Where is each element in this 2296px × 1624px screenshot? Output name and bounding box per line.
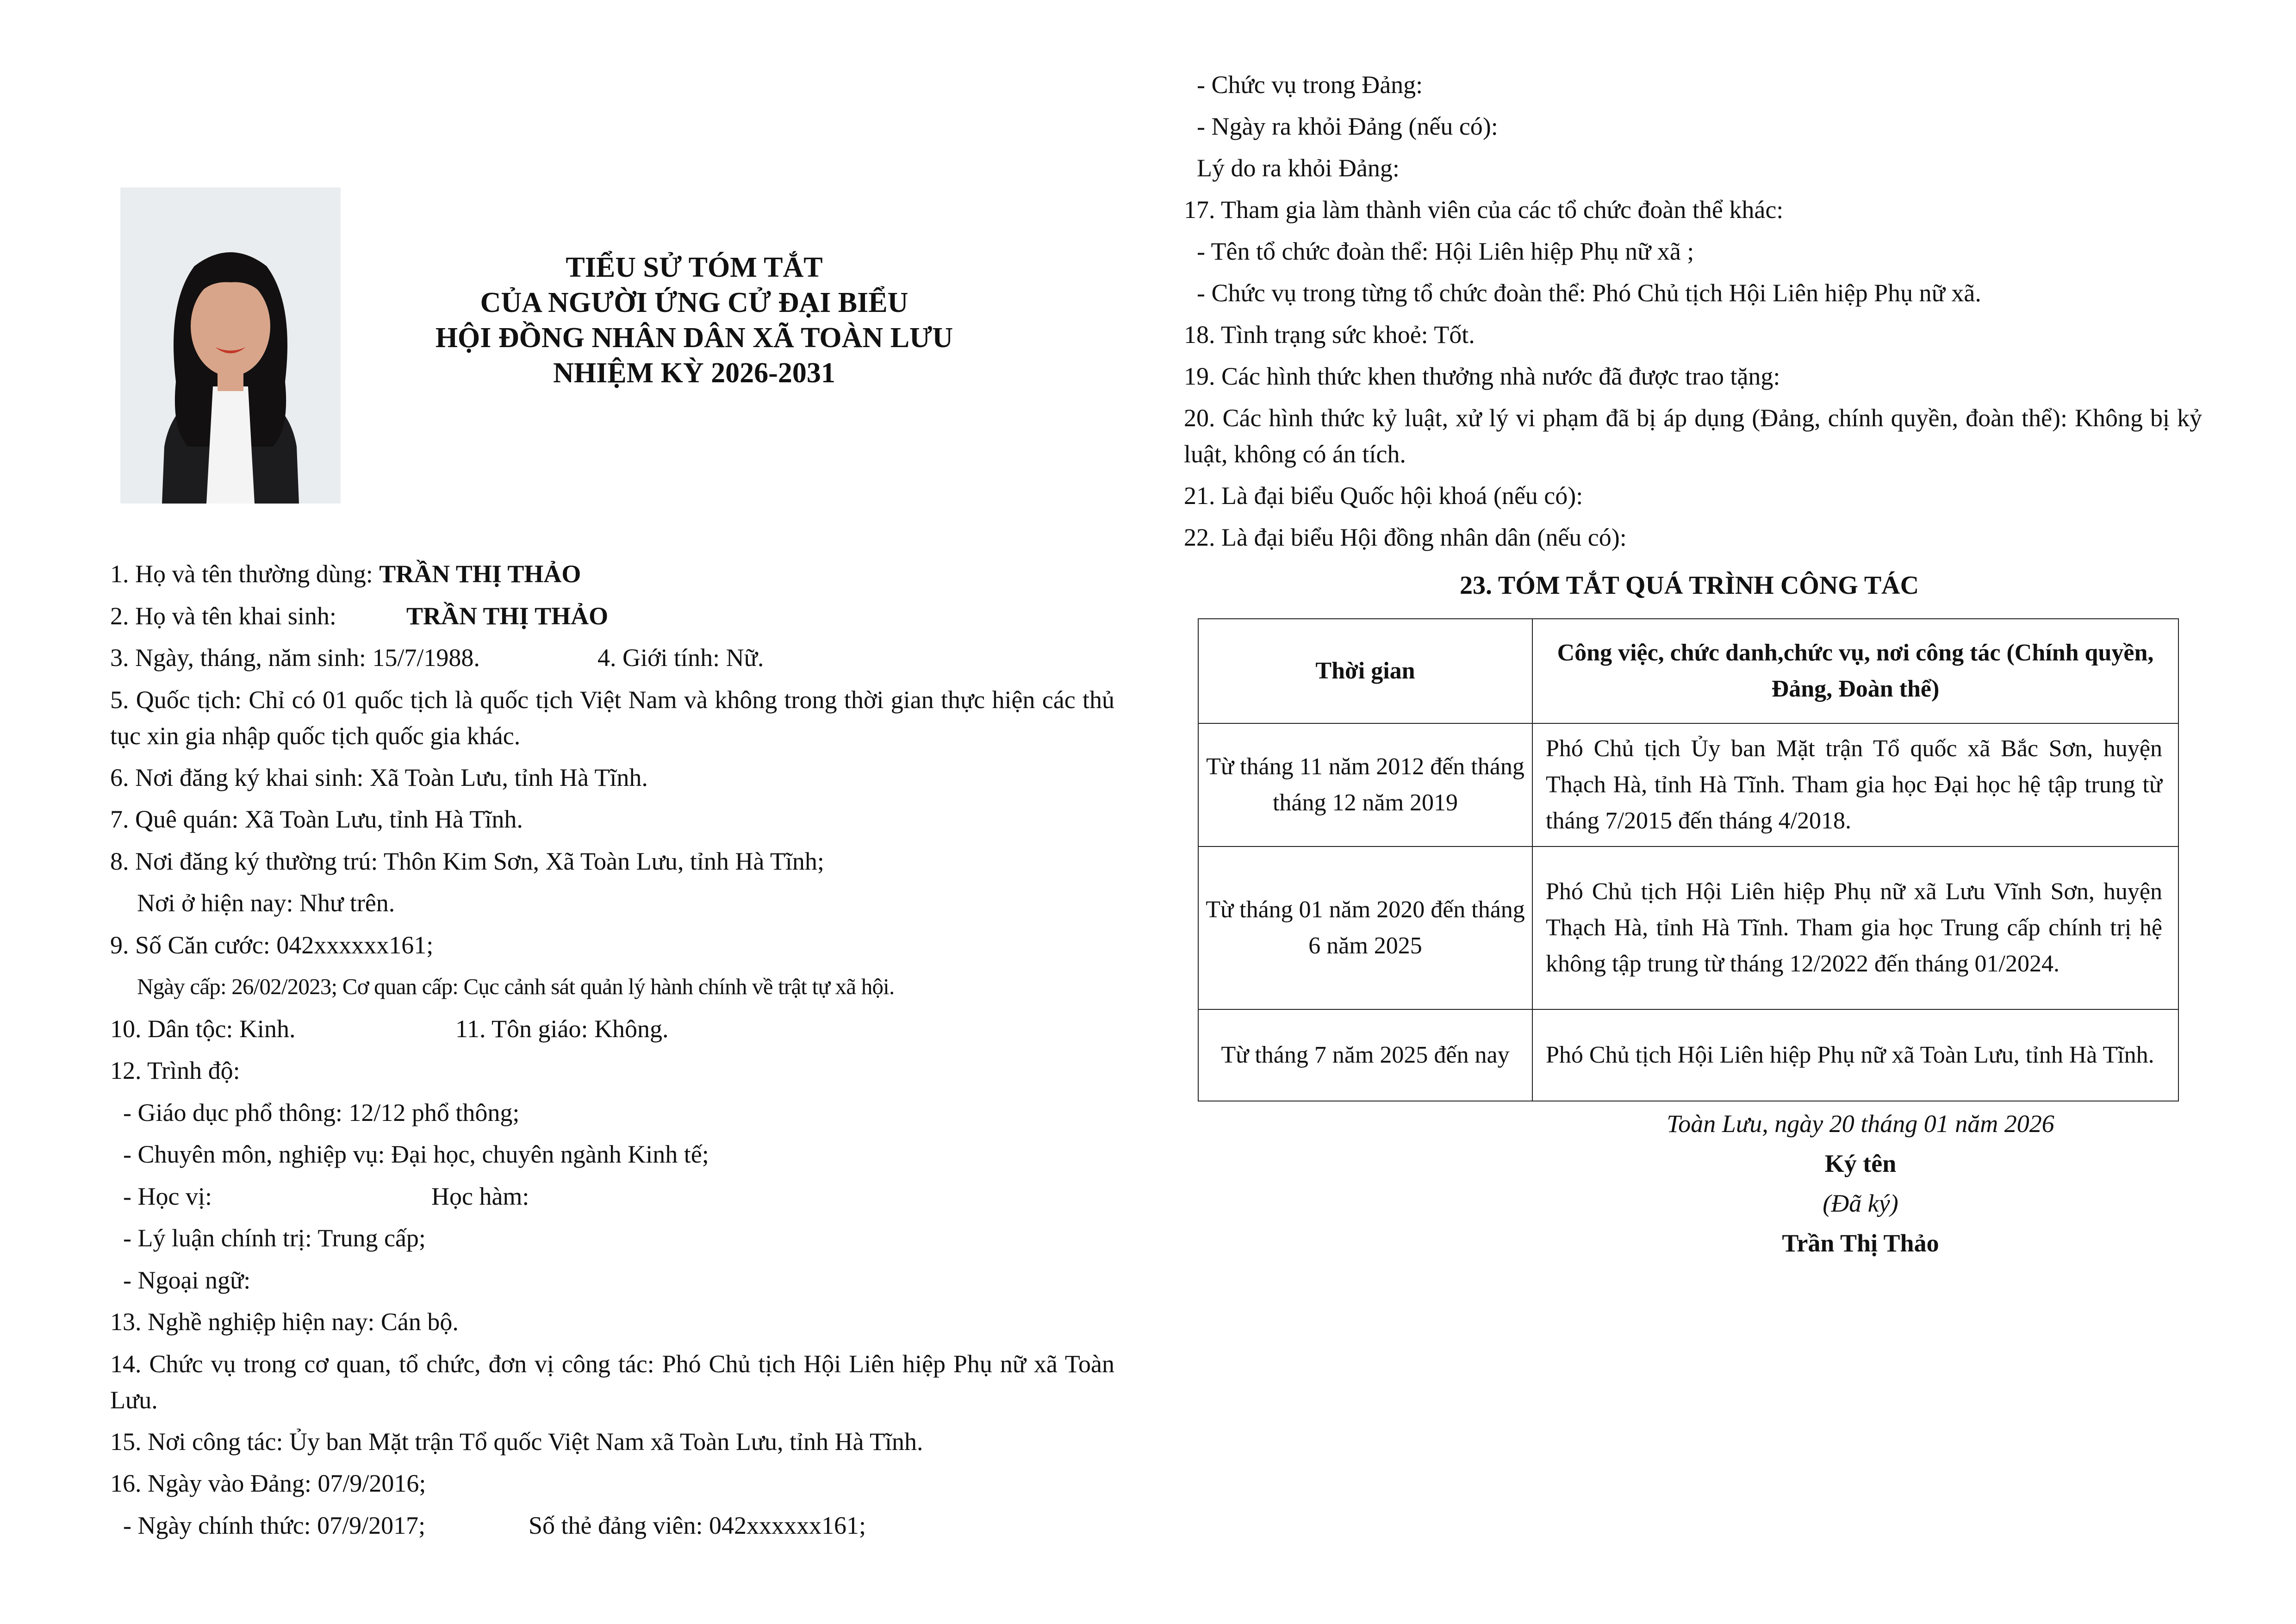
party-join-date: 16. Ngày vào Đảng: 07/9/2016; — [110, 1469, 426, 1497]
document-title — [352, 250, 1037, 391]
item-2-label: 2. Họ và tên khai sinh: — [110, 602, 336, 630]
religion: 11. Tôn giáo: Không. — [455, 1014, 669, 1043]
foreign-language: - Ngoại ngữ: — [123, 1266, 251, 1294]
place-date: Toàn Lưu, ngày 20 tháng 01 năm 2026 — [1667, 1110, 2054, 1138]
party-leave-date: - Ngày ra khỏi Đảng (nếu có): — [1197, 112, 1498, 140]
column-header-description: Công việc, chức danh,chức vụ, nơi công tác (Chính quyền, Đảng, Đoàn thể) — [1532, 619, 2178, 723]
ethnicity: 10. Dân tộc: Kinh. — [110, 1014, 296, 1043]
row-description: Phó Chủ tịch Ủy ban Mặt trận Tổ quốc xã Bắc Sơn, huyện Thạch Hà, tỉnh Hà Tĩnh. Tham gia học Đại học hệ tập trung từ tháng 7/2015 đến tháng 4/2018. — [1532, 723, 2178, 846]
table-row — [1198, 1009, 2178, 1101]
awards: 19. Các hình thức khen thưởng nhà nước đã được trao tặng: — [1184, 362, 1780, 390]
health-status: 18. Tình trạng sức khoẻ: Tốt. — [1184, 321, 1475, 348]
item-1 — [110, 553, 1114, 595]
current-residence: Nơi ở hiện nay: Như trên. — [137, 889, 395, 917]
common-name: TRẦN THỊ THẢO — [379, 560, 581, 588]
academic-title: Học hàm: — [431, 1182, 529, 1210]
work-history-title: 23. TÓM TẮT QUÁ TRÌNH CÔNG TÁC — [1459, 571, 1919, 600]
party-official — [110, 1505, 1114, 1547]
hometown: 7. Quê quán: Xã Toàn Lưu, tỉnh Hà Tĩnh. — [110, 805, 523, 833]
row-description: Phó Chủ tịch Hội Liên hiệp Phụ nữ xã Toàn Lưu, tỉnh Hà Tĩnh. — [1532, 1009, 2178, 1101]
title-line-1: TIỂU SỬ TÓM TẮT — [566, 252, 823, 283]
party-position: - Chức vụ trong Đảng: — [1197, 71, 1423, 99]
birth-date: 3. Ngày, tháng, năm sinh: 15/7/1988. — [110, 644, 480, 672]
table-row — [1198, 846, 2178, 1009]
position: 14. Chức vụ trong cơ quan, tổ chức, đơn vị công tác: Phó Chủ tịch Hội Liên hiệp Phụ nữ xã Toàn Lưu. — [110, 1350, 1114, 1414]
workplace: 15. Nơi công tác: Ủy ban Mặt trận Tổ quốc Việt Nam xã Toàn Lưu, tỉnh Hà Tĩnh. — [110, 1427, 923, 1456]
degree-title — [110, 1176, 1114, 1218]
other-organizations: 17. Tham gia làm thành viên của các tổ chức đoàn thể khác: — [1184, 196, 1784, 224]
birth-registration: 6. Nơi đăng ký khai sinh: Xã Toàn Lưu, tỉnh Hà Tĩnh. — [110, 763, 648, 791]
row-time: Từ tháng 01 năm 2020 đến tháng 6 năm 2025 — [1198, 846, 1532, 1009]
discipline: 20. Các hình thức kỷ luật, xử lý vi phạm đã bị áp dụng (Đảng, chính quyền, đoàn thể): Không bị kỷ luật, không có án tích. — [1184, 404, 2202, 468]
political-theory: - Lý luận chính trị: Trung cấp; — [123, 1224, 426, 1252]
council-delegate: 22. Là đại biểu Hội đồng nhân dân (nếu có): — [1184, 523, 1627, 551]
portrait-photo — [120, 187, 341, 504]
right-column — [1184, 64, 2202, 558]
party-leave-reason: Lý do ra khỏi Đảng: — [1197, 154, 1400, 182]
id-issue-info: Ngày cấp: 26/02/2023; Cơ quan cấp: Cục cảnh sát quản lý hành chính về trật tự xã hội. — [137, 974, 895, 999]
education-heading: 12. Trình độ: — [110, 1057, 240, 1084]
row-description: Phó Chủ tịch Hội Liên hiệp Phụ nữ xã Lưu Vĩnh Sơn, huyện Thạch Hà, tỉnh Hà Tĩnh. Tham gia học Trung cấp chính trị hệ không tập trung từ tháng 12/2022 đến tháng 01/2024. — [1532, 846, 2178, 1009]
organization-position: - Chức vụ trong từng tổ chức đoàn thể: Phó Chủ tịch Hội Liên hiệp Phụ nữ xã. — [1197, 279, 1981, 307]
row-time: Từ tháng 11 năm 2012 đến tháng tháng 12 năm 2019 — [1198, 723, 1532, 846]
row-time: Từ tháng 7 năm 2025 đến nay — [1198, 1009, 1532, 1101]
item-2 — [110, 595, 1114, 637]
nationality: 5. Quốc tịch: Chỉ có 01 quốc tịch là quốc tịch Việt Nam và không trong thời gian thực hiện các thủ tục xin gia nhập quốc tịch quốc gia khác. — [110, 685, 1114, 750]
table-row — [1198, 723, 2178, 846]
signature-block — [1500, 1104, 2221, 1263]
occupation: 13. Nghề nghiệp hiện nay: Cán bộ. — [110, 1308, 459, 1336]
column-header-time: Thời gian — [1198, 619, 1532, 723]
academic-degree: - Học vị: — [123, 1182, 212, 1210]
organization-name: - Tên tổ chức đoàn thể: Hội Liên hiệp Phụ nữ xã ; — [1197, 237, 1694, 265]
item-3-4 — [110, 637, 1114, 679]
birth-name: TRẦN THỊ THẢO — [406, 602, 609, 630]
title-line-3: HỘI ĐỒNG NHÂN DÂN XÃ TOÀN LƯU — [435, 322, 953, 354]
general-education: - Giáo dục phổ thông: 12/12 phổ thông; — [123, 1098, 520, 1126]
title-line-4: NHIỆM KỲ 2026-2031 — [553, 357, 835, 389]
permanent-residence: 8. Nơi đăng ký thường trú: Thôn Kim Sơn, Xã Toàn Lưu, tỉnh Hà Tĩnh; — [110, 847, 824, 875]
sign-label: Ký tên — [1824, 1150, 1897, 1177]
party-card-number: Số thẻ đảng viên: 042xxxxxx161; — [529, 1511, 866, 1539]
id-number: 9. Số Căn cước: 042xxxxxx161; — [110, 931, 434, 959]
national-assembly-delegate: 21. Là đại biểu Quốc hội khoá (nếu có): — [1184, 482, 1583, 510]
table-header-row — [1198, 619, 2178, 723]
title-line-2: CỦA NGƯỜI ỨNG CỬ ĐẠI BIỂU — [480, 287, 908, 318]
item-1-label: 1. Họ và tên thường dùng: — [110, 560, 380, 588]
official-date: - Ngày chính thức: 07/9/2017; — [123, 1511, 426, 1539]
signer-name: Trần Thị Thảo — [1782, 1229, 1939, 1257]
item-10-11 — [110, 1008, 1114, 1050]
left-column — [110, 553, 1114, 1546]
professional-qualification: - Chuyên môn, nghiệp vụ: Đại học, chuyên ngành Kinh tế; — [123, 1140, 709, 1168]
work-history-table — [1198, 618, 2179, 1101]
gender: 4. Giới tính: Nữ. — [597, 644, 764, 672]
signed-note: (Đã ký) — [1823, 1189, 1898, 1217]
